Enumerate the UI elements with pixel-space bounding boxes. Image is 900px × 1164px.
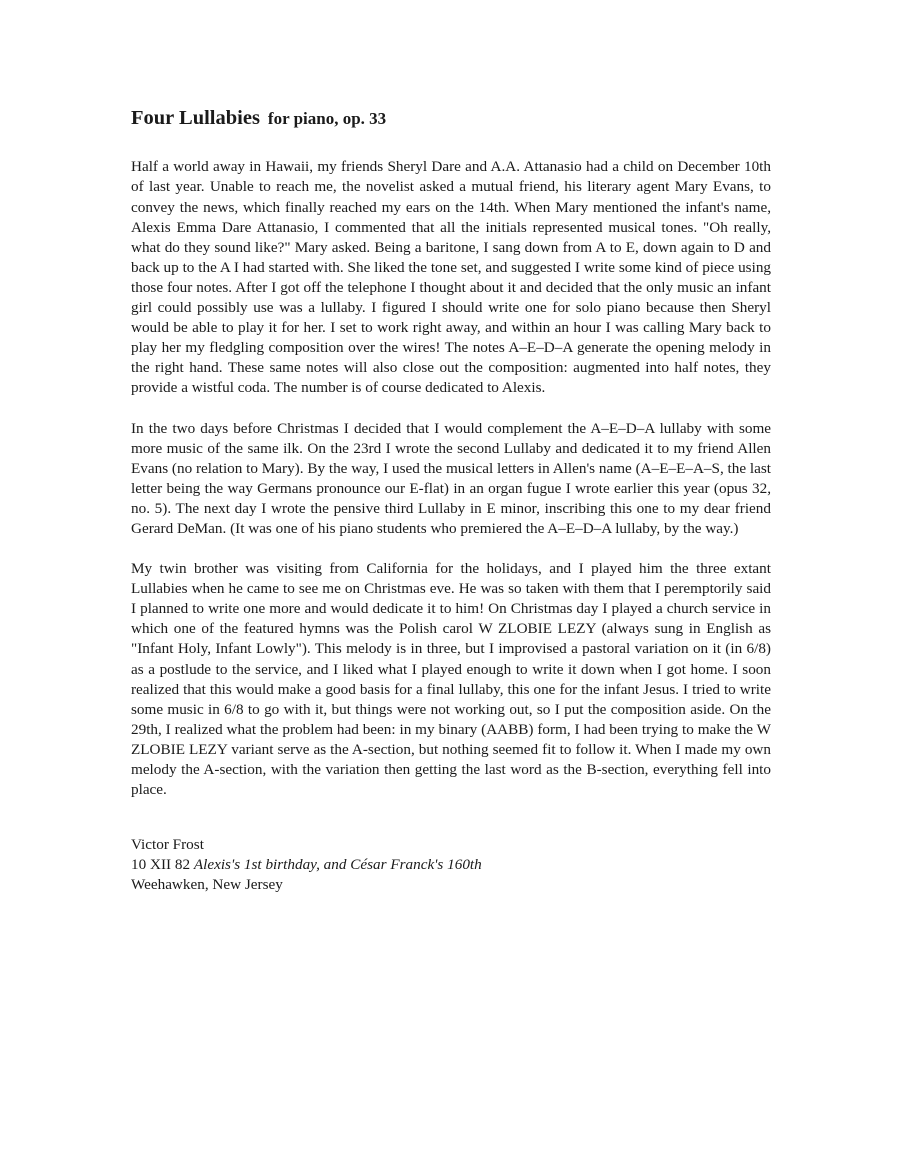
title-main: Four Lullabies [131, 107, 260, 129]
signature-name: Victor Frost [131, 836, 204, 854]
signature-date: 10 XII 82 [131, 856, 191, 874]
signature-date-line [131, 855, 771, 875]
title-subtitle: for piano, op. 33 [267, 109, 387, 128]
paragraph-2: In the two days before Christmas I decided that I would complement the A–E–D–A lullaby with some more music of the same ilk. On the 23rd I wrote the second Lullaby and dedicated it to my friend Allen Evans (no relation to Mary). By the way, I used the musical letters in Allen's name (A–E–E–A–S, the last letter being the way Germans pronounce our E-flat) in an organ fugue I wrote earlier this year (opus 32, no. 5). The next day I wrote the pensive third Lullaby in E minor, inscribing this one to my dear friend Gerard DeMan. (It was one of his piano students who premiered the A–E–D–A lullaby, by the way.) [131, 419, 771, 537]
signature-place: Weehawken, New Jersey [131, 876, 283, 894]
paragraph-3: My twin brother was visiting from California for the holidays, and I played him the three extant Lullabies when he came to see me on Christmas eve. He was so taken with them that I peremptorily said I planned to write one more and would dedicate it to him! On Christmas day I played a church service in which one of the featured hymns was the Polish carol W ZLOBIE LEZY (always sung in English as "Infant Holy, Infant Lowly"). This melody is in three, but I improvised a pastoral variation on it (in 6/8) as a postlude to the service, and I liked what I played enough to write it down when I got home. I soon realized that this would make a good basis for a final lullaby, this one for the infant Jesus. I tried to write some music in 6/8 to go with it, but things were not working out, so I put the composition aside. On the 29th, I realized what the problem had been: in my binary (AABB) form, I had been trying to make the W ZLOBIE LEZY variant serve as the A-section, but nothing seemed fit to follow it. When I made my own melody the A-section, with the variation then getting the last word as the B-section, everything fell into place. [131, 560, 771, 799]
signature-block [131, 835, 771, 895]
document-page [131, 94, 771, 895]
document-title [131, 94, 771, 132]
paragraph-1: Half a world away in Hawaii, my friends Sheryl Dare and A.A. Attanasio had a child on December 10th of last year. Unable to reach me, the novelist asked a mutual friend, his literary agent Mary Evans, to convey the news, which finally reached my ears on the 14th. When Mary mentioned the infant's name, Alexis Emma Dare Attanasio, I commented that all the initials represented musical tones. "Oh really, what do they sound like?" Mary asked. Being a baritone, I sang down from A to E, down again to D and back up to the A I had started with. She liked the tone set, and suggested I write some kind of piece using those four notes. After I got off the telephone I thought about it and decided that the only music an infant girl could possibly use was a lullaby. I figured I should write one for solo piano because then Sheryl would be able to play it for her. I set to work right away, and within an hour I was calling Mary back to play her my fledgling composition over the wires! The notes A–E–D–A generate the opening melody in the right hand. These same notes will also close out the composition: augmented into half notes, they provide a wistful coda. The number is of course dedicated to Alexis. [131, 158, 771, 397]
signature-dedication: Alexis's 1st birthday, and César Franck's 160th [193, 856, 482, 874]
